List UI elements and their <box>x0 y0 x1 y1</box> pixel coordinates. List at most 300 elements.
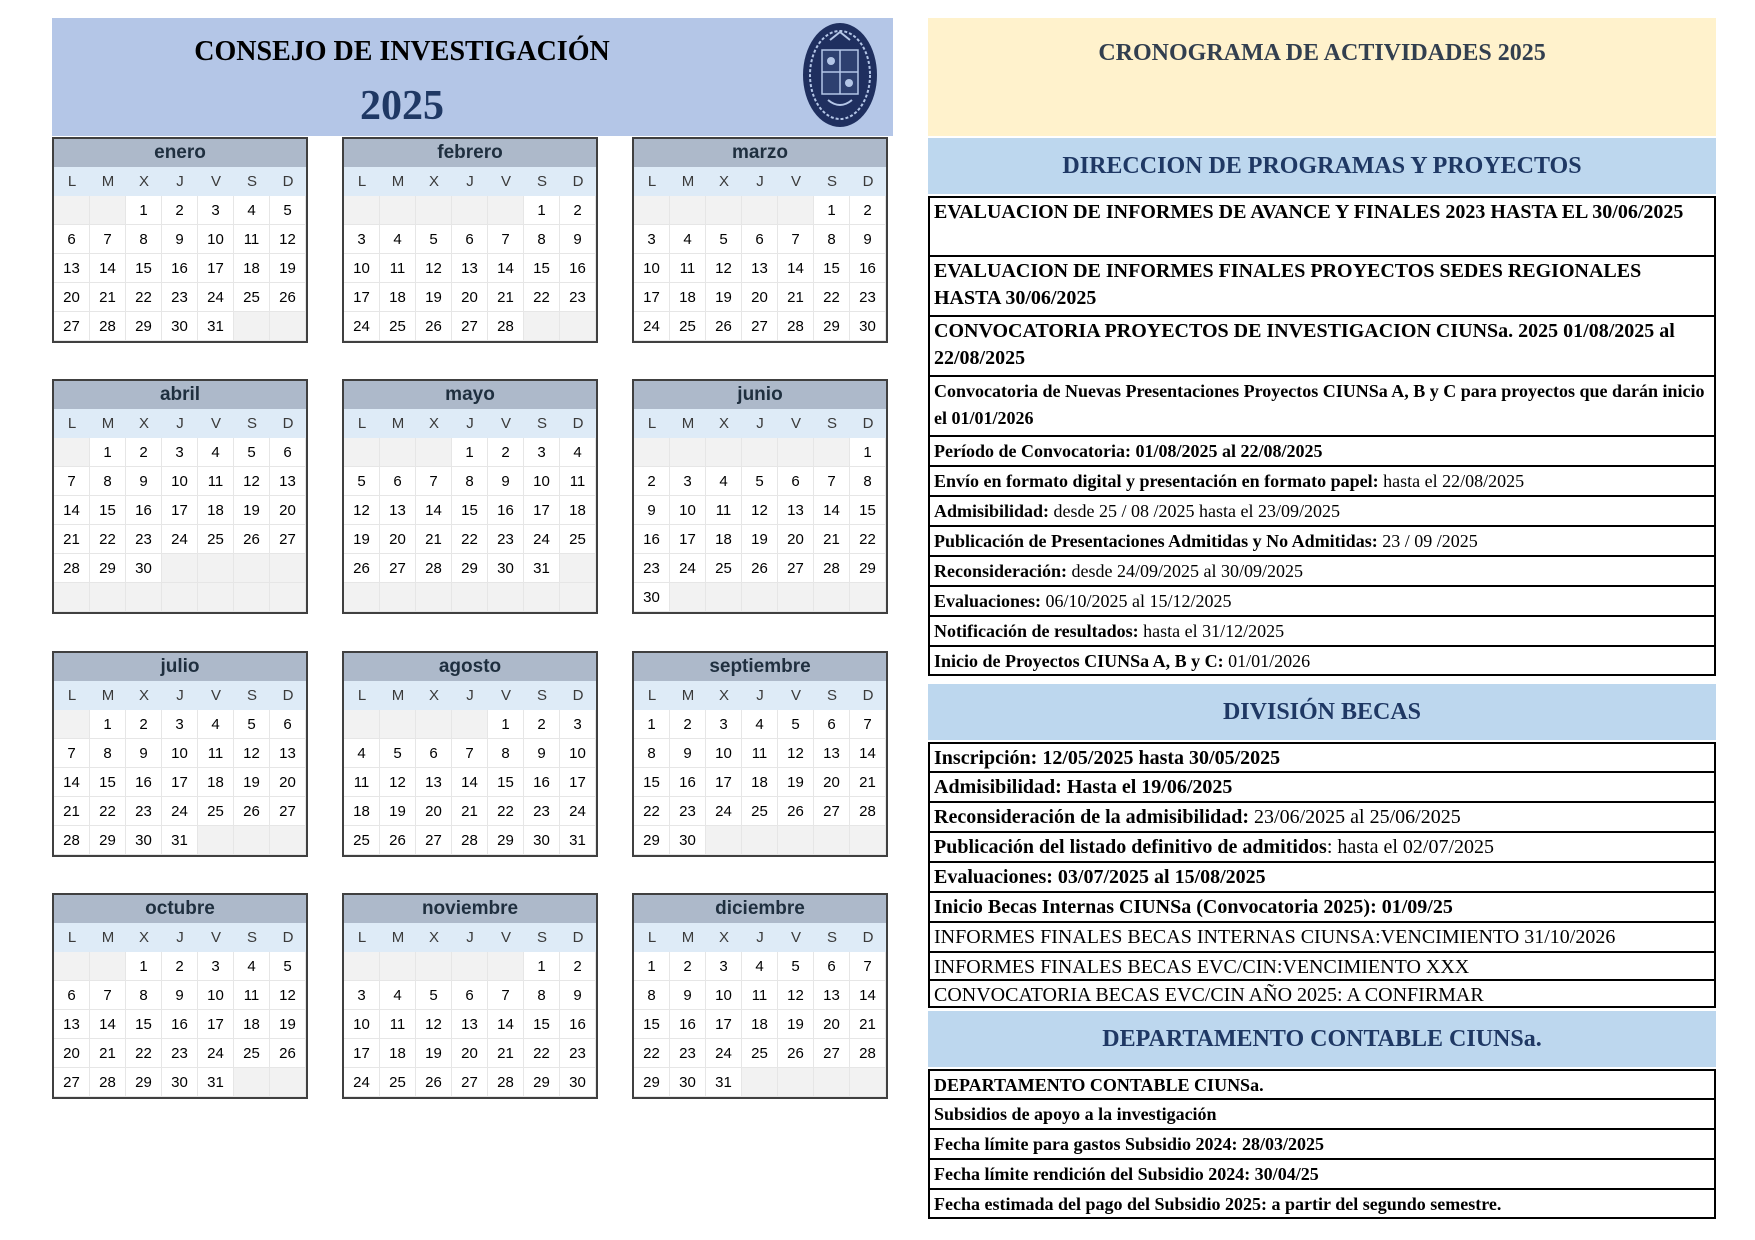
day-cell: 24 <box>706 797 742 826</box>
row-label: Envío en formato digital y presentación en formato papel: <box>934 471 1379 491</box>
day-cell: 6 <box>270 710 306 739</box>
day-cell: 25 <box>560 525 596 554</box>
day-cell: 19 <box>344 525 380 554</box>
day-cell: 7 <box>778 225 814 254</box>
weekday-label: X <box>138 173 149 190</box>
day-cell: 15 <box>488 768 524 797</box>
day-cell: 8 <box>126 981 162 1010</box>
day-cell: 20 <box>452 1039 488 1068</box>
day-grid <box>344 710 596 855</box>
day-cell: 15 <box>90 768 126 797</box>
day-cell: 22 <box>90 525 126 554</box>
weekday-label: X <box>428 173 439 190</box>
empty-day-cell <box>344 196 380 225</box>
day-cell: 5 <box>344 467 380 496</box>
empty-day-cell <box>706 438 742 467</box>
day-cell: 9 <box>560 981 596 1010</box>
day-cell: 26 <box>270 1039 306 1068</box>
weekday-label: D <box>862 173 874 190</box>
day-cell: 4 <box>670 225 706 254</box>
empty-day-cell <box>742 826 778 855</box>
empty-day-cell <box>452 710 488 739</box>
day-cell: 29 <box>126 1068 162 1097</box>
day-cell: 16 <box>850 254 886 283</box>
day-cell: 29 <box>126 312 162 341</box>
weekday-label: S <box>246 415 257 432</box>
day-cell: 8 <box>850 467 886 496</box>
day-cell: 11 <box>234 981 270 1010</box>
weekday-label: M <box>101 687 115 704</box>
weekday-label: D <box>572 687 584 704</box>
day-cell: 18 <box>560 496 596 525</box>
row-label: Inscripción: 12/05/2025 hasta 30/05/2025 <box>934 747 1281 769</box>
weekday-label: S <box>536 929 547 946</box>
empty-day-cell <box>778 583 814 612</box>
day-cell: 13 <box>452 1010 488 1039</box>
weekday-label: D <box>572 173 584 190</box>
empty-day-cell <box>90 196 126 225</box>
empty-day-cell <box>234 826 270 855</box>
day-cell: 15 <box>634 1010 670 1039</box>
day-cell: 14 <box>452 768 488 797</box>
day-cell: 13 <box>778 496 814 525</box>
day-cell: 14 <box>90 254 126 283</box>
row-value: desde 25 / 08 /2025 hasta el 23/09/2025 <box>1049 501 1341 521</box>
day-grid <box>54 438 306 612</box>
day-cell: 23 <box>560 283 596 312</box>
day-cell: 17 <box>706 768 742 797</box>
day-cell: 19 <box>270 1010 306 1039</box>
day-cell: 2 <box>488 438 524 467</box>
row-label: Admisibilidad: Hasta el 19/06/2025 <box>934 776 1233 798</box>
weekday-label: X <box>718 415 729 432</box>
empty-day-cell <box>380 583 416 612</box>
day-cell: 8 <box>90 739 126 768</box>
weekday-header <box>634 409 886 438</box>
day-cell: 28 <box>452 826 488 855</box>
cronograma-row <box>928 646 1716 676</box>
day-cell: 3 <box>198 952 234 981</box>
day-cell: 22 <box>814 283 850 312</box>
day-cell: 30 <box>126 826 162 855</box>
row-label: Evaluaciones: 03/07/2025 al 15/08/2025 <box>934 866 1266 888</box>
day-cell: 29 <box>452 554 488 583</box>
weekday-label: D <box>862 687 874 704</box>
row-label: Período de Convocatoria: 01/08/2025 al 22/08/2025 <box>934 441 1323 461</box>
day-cell: 21 <box>850 1010 886 1039</box>
empty-day-cell <box>634 438 670 467</box>
day-grid <box>54 196 306 341</box>
empty-day-cell <box>54 710 90 739</box>
day-cell: 18 <box>380 283 416 312</box>
weekday-label: J <box>466 415 474 432</box>
day-cell: 4 <box>234 196 270 225</box>
day-cell: 21 <box>416 525 452 554</box>
weekday-label: M <box>681 173 695 190</box>
day-cell: 28 <box>488 1068 524 1097</box>
day-cell: 19 <box>234 768 270 797</box>
day-cell: 14 <box>850 981 886 1010</box>
day-cell: 26 <box>234 797 270 826</box>
weekday-label: J <box>756 173 764 190</box>
day-cell: 1 <box>126 196 162 225</box>
weekday-label: J <box>466 687 474 704</box>
day-cell: 7 <box>452 739 488 768</box>
day-cell: 17 <box>198 1010 234 1039</box>
row-label: EVALUACION DE INFORMES DE AVANCE Y FINALES 2023 HASTA EL 30/06/2025 <box>934 201 1684 223</box>
day-cell: 13 <box>380 496 416 525</box>
day-cell: 2 <box>560 952 596 981</box>
day-cell: 18 <box>742 768 778 797</box>
weekday-label: J <box>176 687 184 704</box>
weekday-label: J <box>756 687 764 704</box>
day-cell: 14 <box>54 496 90 525</box>
cronograma-row <box>928 980 1716 1008</box>
section-heading-programas: DIRECCION DE PROGRAMAS Y PROYECTOS <box>928 138 1716 194</box>
day-cell: 30 <box>670 826 706 855</box>
day-cell: 25 <box>344 826 380 855</box>
day-cell: 3 <box>706 710 742 739</box>
day-cell: 16 <box>126 768 162 797</box>
day-cell: 25 <box>198 525 234 554</box>
weekday-label: V <box>790 173 801 190</box>
day-cell: 18 <box>742 1010 778 1039</box>
day-cell: 3 <box>634 225 670 254</box>
day-cell: 10 <box>344 1010 380 1039</box>
day-cell: 30 <box>162 312 198 341</box>
weekday-label: D <box>862 929 874 946</box>
month-calendar-noviembre <box>342 893 598 1099</box>
day-cell: 24 <box>198 283 234 312</box>
day-cell: 16 <box>560 1010 596 1039</box>
empty-day-cell <box>90 952 126 981</box>
row-label: Inicio de Proyectos CIUNSa A, B y C: <box>934 651 1224 671</box>
empty-day-cell <box>234 312 270 341</box>
row-label: Fecha estimada del pago del Subsidio 2025: a partir del segundo semestre. <box>934 1194 1502 1214</box>
day-cell: 28 <box>54 826 90 855</box>
day-cell: 6 <box>416 739 452 768</box>
weekday-label: X <box>138 687 149 704</box>
cronograma-row <box>928 1189 1716 1219</box>
day-cell: 28 <box>54 554 90 583</box>
weekday-label: M <box>681 687 695 704</box>
day-cell: 3 <box>344 981 380 1010</box>
weekday-header <box>54 167 306 196</box>
day-cell: 17 <box>524 496 560 525</box>
row-label: Inicio Becas Internas CIUNSa (Convocatoria 2025): 01/09/25 <box>934 896 1453 918</box>
empty-day-cell <box>634 196 670 225</box>
day-cell: 20 <box>54 283 90 312</box>
day-cell: 4 <box>198 710 234 739</box>
day-cell: 4 <box>560 438 596 467</box>
month-calendar-marzo <box>632 137 888 343</box>
empty-day-cell <box>416 583 452 612</box>
day-cell: 28 <box>850 797 886 826</box>
day-cell: 18 <box>670 283 706 312</box>
weekday-header <box>54 409 306 438</box>
day-cell: 19 <box>416 283 452 312</box>
day-cell: 21 <box>90 1039 126 1068</box>
empty-day-cell <box>814 826 850 855</box>
day-cell: 8 <box>524 981 560 1010</box>
day-cell: 23 <box>488 525 524 554</box>
day-cell: 18 <box>234 1010 270 1039</box>
day-cell: 1 <box>524 196 560 225</box>
weekday-header <box>634 167 886 196</box>
row-value: INFORMES FINALES BECAS INTERNAS CIUNSA:VENCIMIENTO 31/10/2026 <box>934 926 1616 948</box>
weekday-label: L <box>67 415 77 432</box>
weekday-label: V <box>210 929 221 946</box>
month-name: marzo <box>634 139 886 167</box>
empty-day-cell <box>54 438 90 467</box>
weekday-header <box>344 923 596 952</box>
day-cell: 12 <box>778 981 814 1010</box>
day-cell: 25 <box>380 312 416 341</box>
empty-day-cell <box>162 583 198 612</box>
weekday-label: X <box>138 929 149 946</box>
day-cell: 29 <box>850 554 886 583</box>
empty-day-cell <box>344 952 380 981</box>
day-cell: 26 <box>416 1068 452 1097</box>
day-cell: 4 <box>344 739 380 768</box>
day-cell: 20 <box>452 283 488 312</box>
day-cell: 7 <box>488 225 524 254</box>
day-cell: 20 <box>814 768 850 797</box>
cronograma-row <box>928 376 1716 436</box>
day-cell: 6 <box>270 438 306 467</box>
weekday-label: L <box>67 929 77 946</box>
day-cell: 17 <box>344 283 380 312</box>
day-cell: 3 <box>560 710 596 739</box>
weekday-label: V <box>790 687 801 704</box>
weekday-header <box>634 681 886 710</box>
empty-day-cell <box>198 583 234 612</box>
row-value: desde 24/09/2025 al 30/09/2025 <box>1066 561 1303 581</box>
row-label: CONVOCATORIA PROYECTOS DE INVESTIGACION CIUNSa. 2025 01/08/2025 al 22/08/2025 <box>934 320 1675 369</box>
month-name: abril <box>54 381 306 409</box>
day-grid <box>344 196 596 341</box>
cronograma-row <box>928 922 1716 952</box>
empty-day-cell <box>778 1068 814 1097</box>
day-cell: 26 <box>234 525 270 554</box>
weekday-label: V <box>500 173 511 190</box>
empty-day-cell <box>742 196 778 225</box>
day-cell: 11 <box>742 981 778 1010</box>
day-cell: 22 <box>90 797 126 826</box>
day-cell: 1 <box>814 196 850 225</box>
empty-day-cell <box>416 196 452 225</box>
day-cell: 2 <box>162 952 198 981</box>
weekday-label: M <box>391 173 405 190</box>
empty-day-cell <box>706 196 742 225</box>
day-cell: 18 <box>198 496 234 525</box>
empty-day-cell <box>488 952 524 981</box>
weekday-label: L <box>67 687 77 704</box>
empty-day-cell <box>560 312 596 341</box>
day-cell: 1 <box>524 952 560 981</box>
empty-day-cell <box>344 710 380 739</box>
row-label: Fecha límite para gastos Subsidio 2024: 28/03/2025 <box>934 1134 1325 1154</box>
day-cell: 16 <box>670 1010 706 1039</box>
day-cell: 27 <box>814 1039 850 1068</box>
day-cell: 16 <box>126 496 162 525</box>
day-cell: 14 <box>416 496 452 525</box>
day-cell: 6 <box>452 981 488 1010</box>
empty-day-cell <box>452 196 488 225</box>
empty-day-cell <box>198 554 234 583</box>
day-cell: 26 <box>416 312 452 341</box>
empty-day-cell <box>416 952 452 981</box>
day-cell: 27 <box>416 826 452 855</box>
row-value: hasta el 22/08/2025 <box>1378 471 1525 491</box>
day-cell: 3 <box>344 225 380 254</box>
day-cell: 1 <box>126 952 162 981</box>
empty-day-cell <box>270 312 306 341</box>
day-cell: 7 <box>90 981 126 1010</box>
weekday-label: L <box>357 687 367 704</box>
day-cell: 18 <box>706 525 742 554</box>
row-value: 23 / 09 /2025 <box>1377 531 1478 551</box>
day-cell: 3 <box>162 438 198 467</box>
empty-day-cell <box>54 952 90 981</box>
day-cell: 10 <box>162 467 198 496</box>
weekday-label: S <box>826 415 837 432</box>
month-name: diciembre <box>634 895 886 923</box>
day-cell: 13 <box>452 254 488 283</box>
day-cell: 11 <box>742 739 778 768</box>
empty-day-cell <box>380 952 416 981</box>
day-cell: 25 <box>742 1039 778 1068</box>
day-cell: 23 <box>162 283 198 312</box>
day-cell: 25 <box>670 312 706 341</box>
row-value: INFORMES FINALES BECAS EVC/CIN:VENCIMIENTO XXX <box>934 956 1470 978</box>
empty-day-cell <box>778 196 814 225</box>
day-cell: 29 <box>634 826 670 855</box>
day-cell: 6 <box>54 981 90 1010</box>
day-cell: 30 <box>634 583 670 612</box>
day-cell: 21 <box>90 283 126 312</box>
day-cell: 31 <box>524 554 560 583</box>
empty-day-cell <box>270 583 306 612</box>
day-cell: 18 <box>234 254 270 283</box>
day-cell: 5 <box>234 438 270 467</box>
month-name: enero <box>54 139 306 167</box>
day-cell: 4 <box>380 225 416 254</box>
weekday-label: M <box>391 415 405 432</box>
day-cell: 12 <box>416 1010 452 1039</box>
day-cell: 20 <box>778 525 814 554</box>
day-cell: 23 <box>634 554 670 583</box>
weekday-label: J <box>756 929 764 946</box>
cronograma-row <box>928 832 1716 862</box>
day-cell: 7 <box>54 739 90 768</box>
day-cell: 10 <box>706 739 742 768</box>
weekday-label: S <box>536 173 547 190</box>
day-cell: 27 <box>54 1068 90 1097</box>
day-cell: 22 <box>524 283 560 312</box>
day-cell: 27 <box>270 797 306 826</box>
day-cell: 30 <box>850 312 886 341</box>
day-cell: 22 <box>850 525 886 554</box>
day-cell: 24 <box>524 525 560 554</box>
day-cell: 24 <box>198 1039 234 1068</box>
month-calendar-abril <box>52 379 308 614</box>
day-cell: 21 <box>814 525 850 554</box>
day-cell: 28 <box>488 312 524 341</box>
day-cell: 23 <box>162 1039 198 1068</box>
day-cell: 17 <box>162 768 198 797</box>
empty-day-cell <box>380 196 416 225</box>
day-cell: 23 <box>126 525 162 554</box>
month-calendar-septiembre <box>632 651 888 857</box>
day-cell: 26 <box>380 826 416 855</box>
day-cell: 2 <box>162 196 198 225</box>
day-cell: 10 <box>162 739 198 768</box>
day-cell: 31 <box>162 826 198 855</box>
row-label: Admisibilidad: <box>934 501 1050 521</box>
day-cell: 18 <box>380 1039 416 1068</box>
day-cell: 7 <box>814 467 850 496</box>
row-label: Convocatoria de Nuevas Presentaciones Proyectos CIUNSa A, B y C para proyectos que darán inicio el 01/01/2026 <box>934 381 1705 428</box>
day-cell: 10 <box>524 467 560 496</box>
weekday-label: M <box>681 415 695 432</box>
day-cell: 27 <box>742 312 778 341</box>
day-cell: 25 <box>742 797 778 826</box>
header-year: 2025 <box>360 83 444 129</box>
day-cell: 26 <box>778 1039 814 1068</box>
empty-day-cell <box>270 1068 306 1097</box>
day-cell: 6 <box>54 225 90 254</box>
day-cell: 9 <box>162 225 198 254</box>
empty-day-cell <box>850 1068 886 1097</box>
day-cell: 9 <box>670 981 706 1010</box>
day-cell: 23 <box>850 283 886 312</box>
weekday-label: L <box>357 929 367 946</box>
day-cell: 29 <box>634 1068 670 1097</box>
day-cell: 18 <box>344 797 380 826</box>
weekday-label: V <box>790 415 801 432</box>
day-cell: 9 <box>126 739 162 768</box>
day-cell: 7 <box>488 981 524 1010</box>
day-cell: 11 <box>344 768 380 797</box>
day-cell: 12 <box>234 467 270 496</box>
day-cell: 16 <box>670 768 706 797</box>
weekday-label: X <box>428 687 439 704</box>
day-cell: 26 <box>344 554 380 583</box>
day-cell: 9 <box>560 225 596 254</box>
cronograma-row <box>928 556 1716 586</box>
weekday-label: M <box>391 687 405 704</box>
empty-day-cell <box>452 583 488 612</box>
row-label: Notificación de resultados: <box>934 621 1139 641</box>
month-name: octubre <box>54 895 306 923</box>
weekday-label: V <box>500 687 511 704</box>
day-cell: 2 <box>126 710 162 739</box>
day-cell: 16 <box>560 254 596 283</box>
day-cell: 14 <box>54 768 90 797</box>
day-cell: 31 <box>706 1068 742 1097</box>
day-cell: 22 <box>126 1039 162 1068</box>
day-cell: 5 <box>234 710 270 739</box>
day-cell: 25 <box>706 554 742 583</box>
weekday-label: S <box>826 687 837 704</box>
day-cell: 22 <box>126 283 162 312</box>
day-cell: 24 <box>706 1039 742 1068</box>
day-cell: 5 <box>380 739 416 768</box>
weekday-label: V <box>790 929 801 946</box>
day-cell: 20 <box>270 496 306 525</box>
day-cell: 27 <box>778 554 814 583</box>
